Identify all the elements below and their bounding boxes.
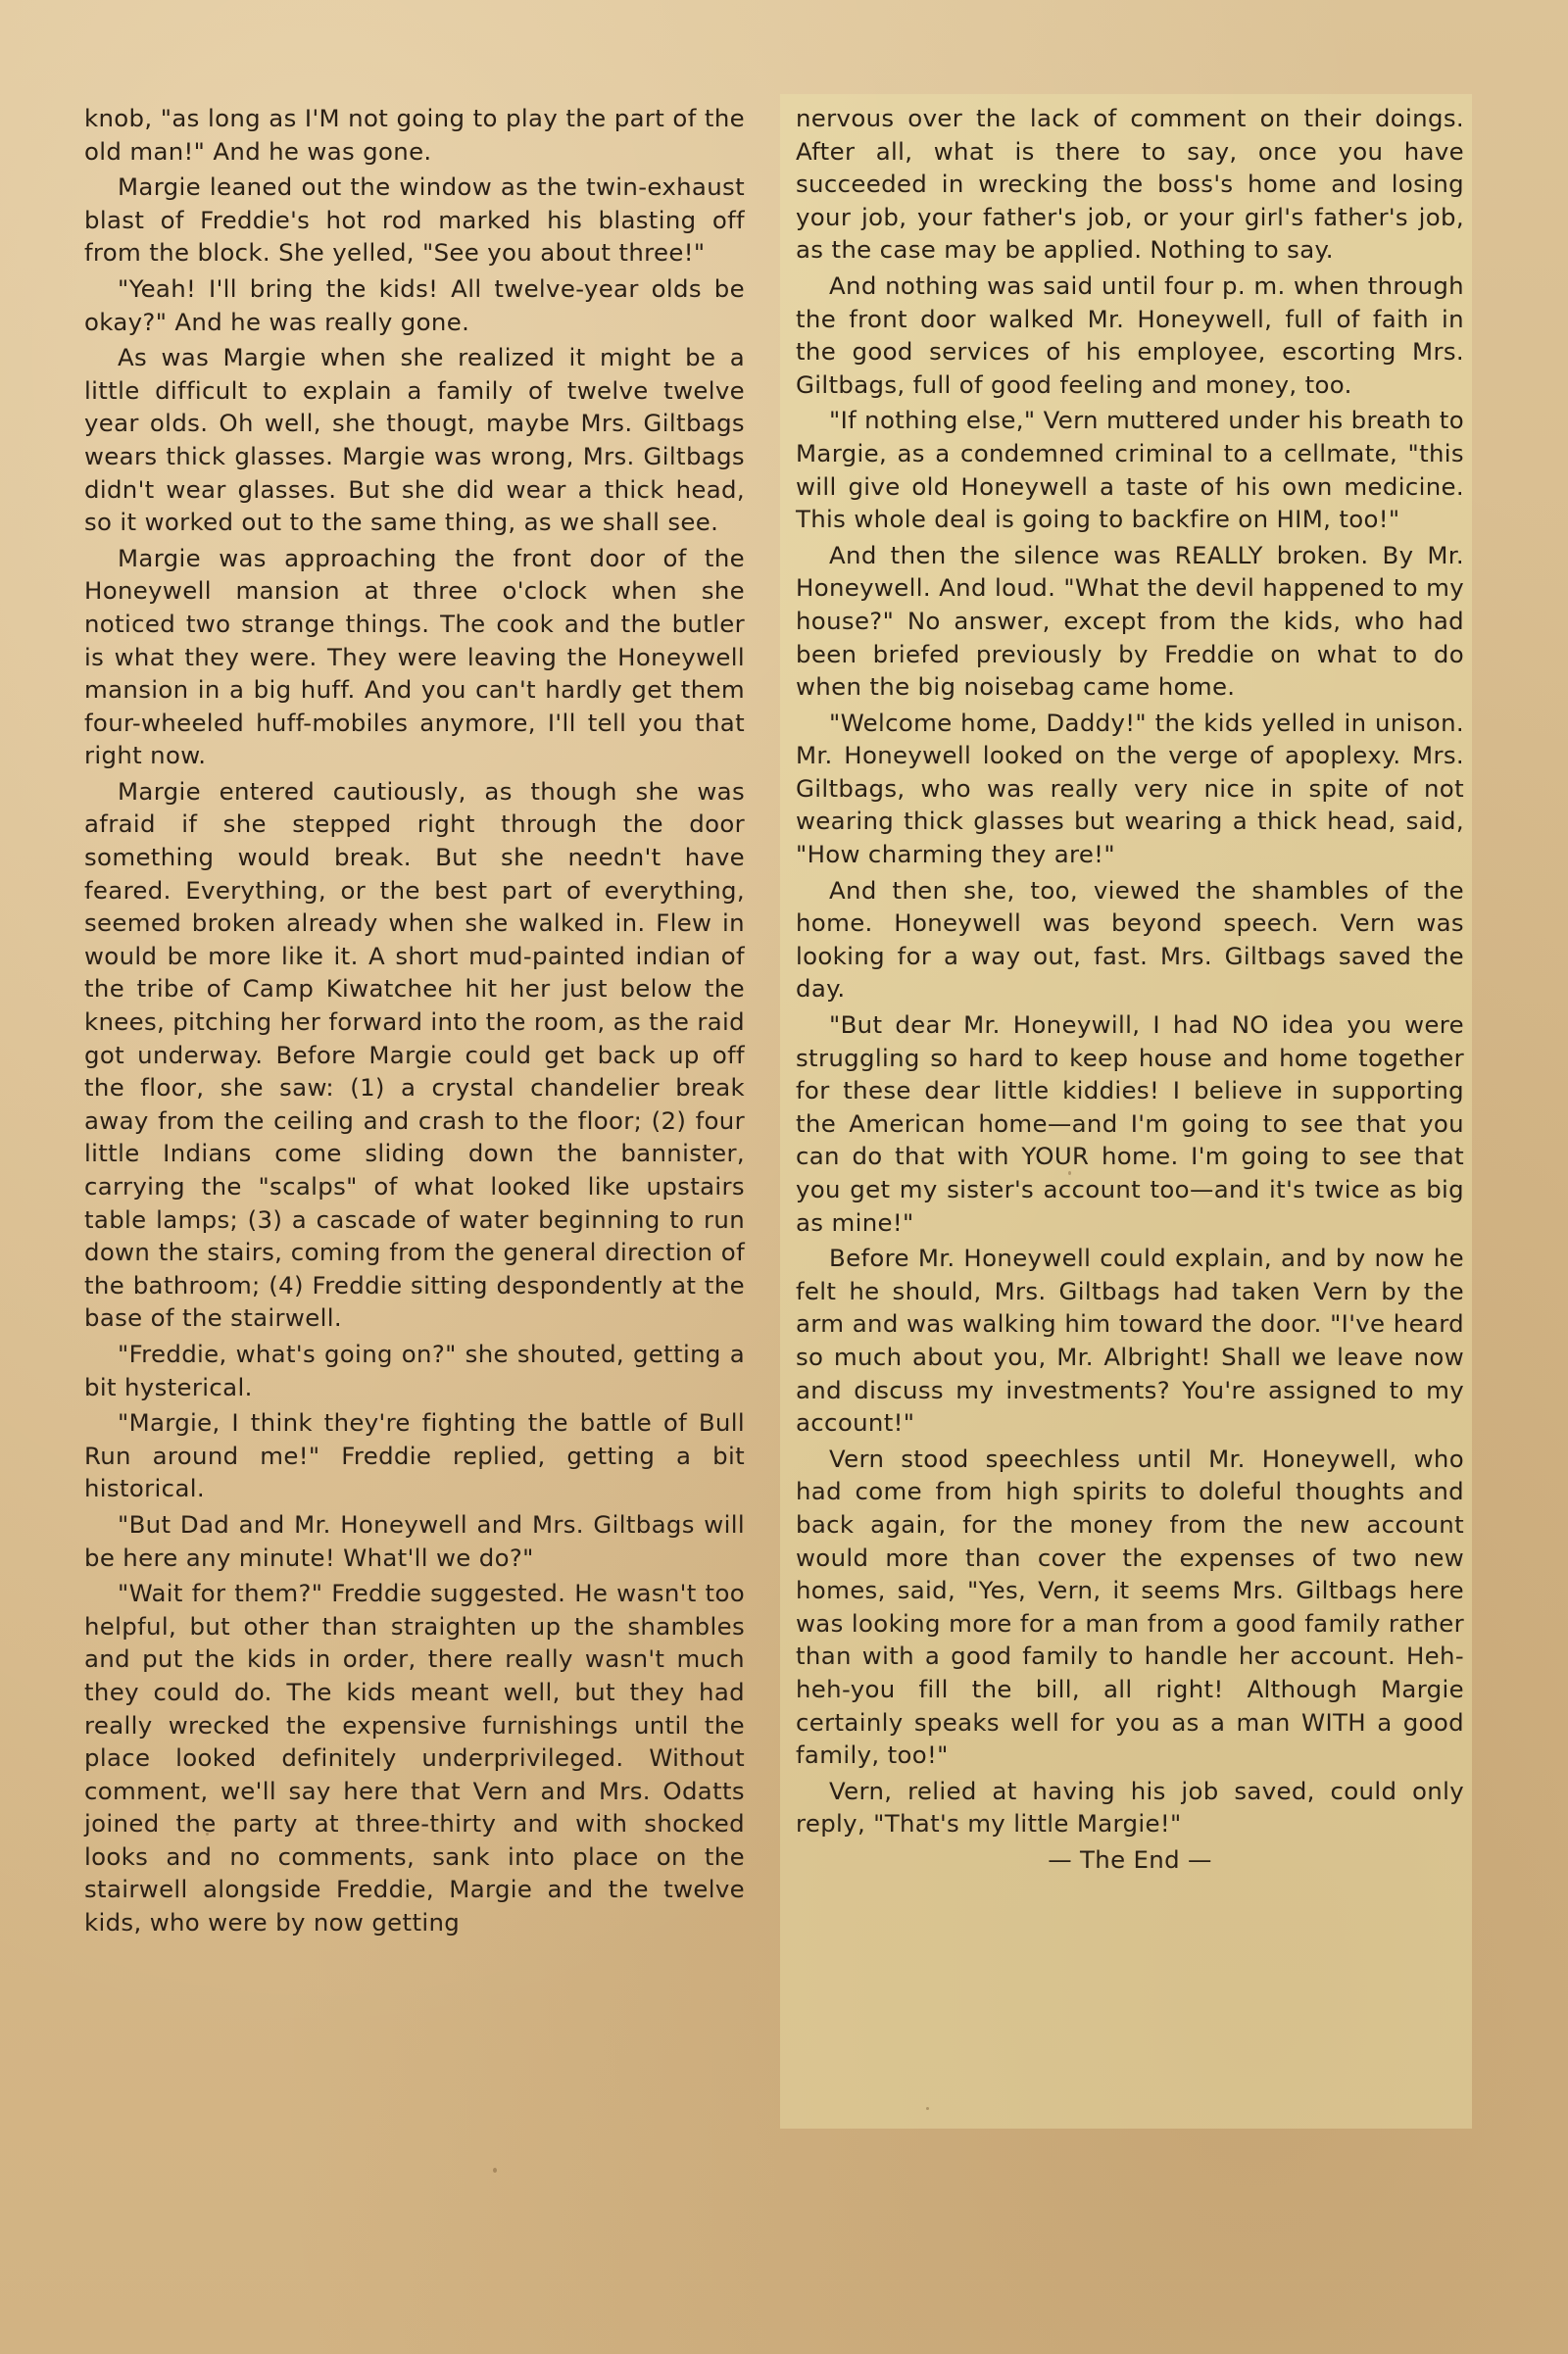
story-paragraph: And then the silence was REALLY broken. By Mr. Honeywell. And loud. "What the devil happened to my house?" No answer, except from the kids, who had been briefed previously by Freddie on what to do when the big noisebag came home. <box>796 540 1464 702</box>
story-paragraph: Vern, relied at having his job saved, could only reply, "That's my little Margie!" <box>796 1776 1464 1839</box>
the-end-label: — The End — <box>1048 1844 1212 1874</box>
paper-speck <box>493 2168 497 2173</box>
story-paragraph: nervous over the lack of comment on their doings. After all, what is there to say, once you have succeeded in wrecking the boss's home and losing your job, your father's job, or your girl's father's job, as the case may be applied. Nothing to say. <box>796 104 1464 265</box>
story-paragraph: Before Mr. Honeywell could explain, and by now he felt he should, Mrs. Giltbags had taken Vern by the arm and was walking him toward the door. "I've heard so much about you, Mr. Albright! Shall we leave now and discuss my investments? You're assigned to my account!" <box>796 1244 1464 1438</box>
left-text-column <box>84 102 745 2133</box>
story-paragraph: And nothing was said until four p. m. when through the front door walked Mr. Honeywell, full of faith in the good services of his employee, escorting Mrs. Giltbags, full of good feeling and money, too. <box>796 270 1464 399</box>
story-paragraph: As was Margie when she realized it might be a little difficult to explain a family of twelve twelve year olds. Oh well, she thougt, maybe Mrs. Giltbags wears thick glasses. Margie was wrong, Mrs. Giltbags didn't wear glasses. But she did wear a thick head, so it worked out to the same thing, as we shall see. <box>84 343 745 537</box>
story-paragraph: knob, "as long as I'M not going to play the part of the old man!" And he was gone. <box>84 104 745 166</box>
story-paragraph: "Wait for them?" Freddie suggested. He wasn't too helpful, but other than straighten up the shambles and put the kids in order, there really wasn't much they could do. The kids meant well, but they had really wrecked the expensive furnishings until the place looked definitely underprivileged. Without comment, we'll say here that Vern and Mrs. Odatts joined the party at three-thirty and with shocked looks and no comments, sank into place on the stairwell alongside Freddie, Margie and the twelve kids, who were by now getting <box>84 1579 745 1937</box>
story-paragraph: Margie was approaching the front door of the Honeywell mansion at three o'clock when she noticed two strange things. The cook and the butler is what they were. They were leaving the Honeywell mansion in a big huff. And you can't hardly get them four-wheeled huff-mobiles anymore, I'll tell you that right now. <box>84 543 745 770</box>
story-paragraph: "Yeah! I'll bring the kids! All twelve-year olds be okay?" And he was really gone. <box>84 273 745 336</box>
story-paragraph: "Freddie, what's going on?" she shouted, getting a bit hysterical. <box>84 1339 745 1401</box>
story-paragraph: Margie entered cautiously, as though she was afraid if she stepped right through the door something would break. But she needn't have feared. Everything, or the best part of everything, seemed broken already when she walked in. Flew in would be more like it. A short mud-painted indian of the tribe of Camp Kiwatchee hit her just below the knees, pitching her forward into the room, as the raid got underway. Before Margie could get back up off the floor, she saw: (1) a crystal chandelier break away from the ceiling and crash to the floor; (2) four little Indians come sliding down the bannister, carrying the "scalps" of what looked like upstairs table lamps; (3) a cascade of water beginning to run down the stairs, coming from the general direction of the bathroom; (4) Freddie sitting despondently at the base of the stairwell. <box>84 776 745 1333</box>
story-paragraph: "But Dad and Mr. Honeywell and Mrs. Giltbags will be here any minute! What'll we do?" <box>84 1509 745 1572</box>
story-paragraph: "But dear Mr. Honeywill, I had NO idea you were struggling so hard to keep house and home together for these dear little kiddies! I believe in supporting the American home—and I'm going to see that you can do that with YOUR home. I'm going to see that you get my sister's account too—and it's twice as big as mine!" <box>796 1010 1464 1237</box>
story-paragraph: "Margie, I think they're fighting the battle of Bull Run around me!" Freddie replied, getting a bit historical. <box>84 1408 745 1503</box>
story-paragraph: "If nothing else," Vern muttered under his breath to Margie, as a condemned criminal to a cellmate, "this will give old Honeywell a taste of his own medicine. This whole deal is going to backfire on HIM, too!" <box>796 406 1464 534</box>
right-text-column <box>788 102 1464 2121</box>
story-paragraph: And then she, too, viewed the shambles of the home. Honeywell was beyond speech. Vern was looking for a way out, fast. Mrs. Giltbags saved the day. <box>796 875 1464 1004</box>
story-paragraph: Margie leaned out the window as the twin-exhaust blast of Freddie's hot rod marked his blasting off from the block. She yelled, "See you about three!" <box>84 172 745 268</box>
paper-speck <box>206 1833 209 1836</box>
paper-speck <box>1068 1171 1071 1175</box>
paper-speck <box>926 2107 929 2110</box>
story-paragraph: Vern stood speechless until Mr. Honeywell, who had come from high spirits to doleful thoughts and back again, for the money from the new account would more than cover the expenses of two new homes, said, "Yes, Vern, it seems Mrs. Giltbags here was looking more for a man from a good family rather than with a good family to handle her account. Heh-heh-you fill the bill, all right! Although Margie certainly speaks well for you as a man WITH a good family, too!" <box>796 1444 1464 1770</box>
story-paragraph: "Welcome home, Daddy!" the kids yelled in unison. Mr. Honeywell looked on the verge of apoplexy. Mrs. Giltbags, who was really very nice in spite of not wearing thick glasses but wearing a thick head, said, "How charming they are!" <box>796 708 1464 869</box>
